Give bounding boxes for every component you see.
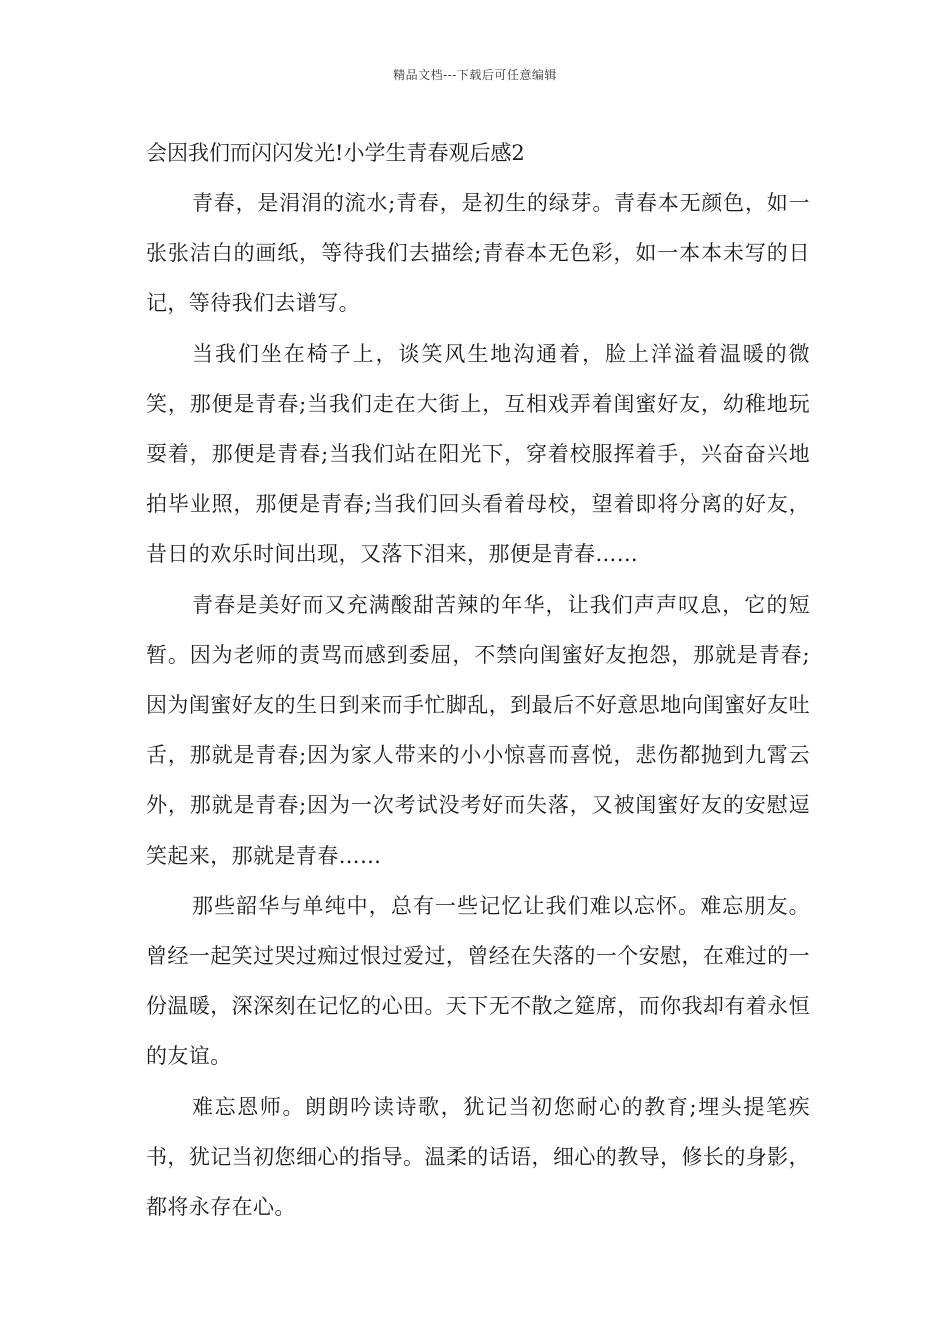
paragraph-2: 当我们坐在椅子上，谈笑风生地沟通着，脸上洋溢着温暖的微笑，那便是青春;当我们走在大街上，互相戏弄着闺蜜好友，幼稚地玩耍着，那便是青春;当我们站在阳光下，穿着校服挥着手，兴奋奋兴地拍毕业照，那便是青春;当我们回头看着母校，望着即将分离的好友，昔日的欢乐时间出现，又落下泪来，那便是青春…… [146,341,810,567]
document-title: 会因我们而闪闪发光!小学生青春观后感2 [146,141,525,165]
page-header: 精品文档---下载后可任意编辑 [393,68,557,82]
paragraph-5: 难忘恩师。朗朗吟读诗歌，犹记当初您耐心的教育;埋头提笔疾书，犹记当初您细心的指导。温柔的话语，细心的教导，修长的身影，都将永存在心。 [146,1094,810,1220]
paragraph-3: 青春是美好而又充满酸甜苦辣的年华，让我们声声叹息，它的短暂。因为老师的责骂而感到委屈，不禁向闺蜜好友抱怨，那就是青春;因为闺蜜好友的生日到来而手忙脚乱，到最后不好意思地向闺蜜好友吐舌，那就是青春;因为家人带来的小小惊喜而喜悦，悲伤都抛到九霄云外，那就是青春;因为一次考试没考好而失落，又被闺蜜好友的安慰逗笑起来，那就是青春…… [146,592,810,868]
paragraph-4: 那些韶华与单纯中，总有一些记忆让我们难以忘怀。难忘朋友。曾经一起笑过哭过痴过恨过爱过，曾经在失落的一个安慰，在难过的一份温暖，深深刻在记忆的心田。天下无不散之筵席，而你我却有着永恒的友谊。 [146,893,810,1069]
paragraph-1: 青春，是涓涓的流水;青春，是初生的绿芽。青春本无颜色，如一张张洁白的画纸，等待我们去描绘;青春本无色彩，如一本本未写的日记，等待我们去谱写。 [146,191,810,316]
document-body [146,178,810,1232]
